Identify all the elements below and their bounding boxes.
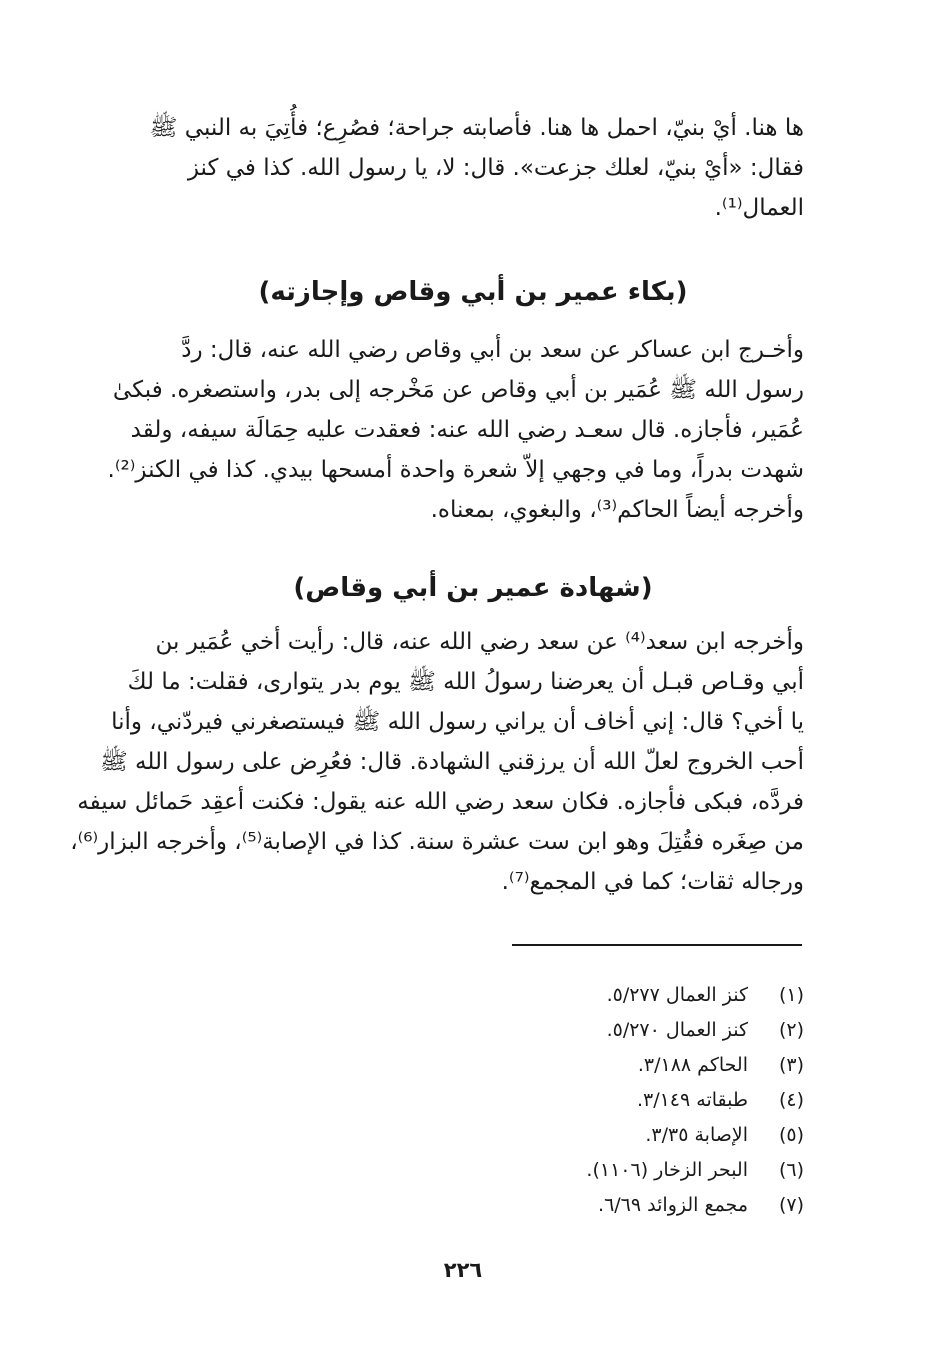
text-line: رسول الله ﷺ عُمَير بن أبي وقاص عن مَخْرجه إلى بدر، واستصغره. فبكىٰ [112, 377, 804, 403]
text-line: شهدت بدراً، وما في وجهي إلاّ شعرة واحدة أمسحها بيدي. كذا في الكنز⁽²⁾. [107, 457, 804, 483]
text-line: ورجاله ثقات؛ كما في المجمع⁽⁷⁾. [501, 869, 804, 895]
footnote-item [404, 978, 804, 1013]
footnote-number: (١) [778, 984, 804, 1006]
footnote-text: طبقاته ٣/١٤٩. [636, 1089, 748, 1111]
footnote-item [404, 1118, 804, 1153]
page-number: ٢٢٦ [443, 1258, 483, 1282]
footnote-item [404, 1013, 804, 1048]
section-heading-weeping: (بكاء عمير بن أبي وقاص وإجازته) [258, 277, 688, 307]
footnote-separator [512, 944, 802, 946]
text-line: فقال: «أيْ بنيّ، لعلك جزعت». قال: لا، يا رسول الله. كذا في كنز [187, 155, 804, 181]
text-line: أبي وقـاص قبـل أن يعرضنا رسولُ الله ﷺ يوم بدر يتوارى، فقلت: ما لكَ [127, 669, 804, 695]
footnote-item [404, 1188, 804, 1223]
footnote-text: البحر الزخار (١١٠٦). [586, 1159, 748, 1181]
footnote-item [404, 1048, 804, 1083]
paragraph-continuation [104, 108, 804, 228]
text-line: وأخرجه أيضاً الحاكم⁽³⁾، والبغوي، بمعناه. [430, 497, 804, 523]
footnote-number: (٥) [778, 1124, 804, 1146]
text-line: وأخرجه ابن سعد⁽⁴⁾ عن سعد رضي الله عنه، قال: رأيت أخي عُمَير بن [155, 629, 804, 655]
footnote-text: الحاكم ٣/١٨٨. [637, 1054, 748, 1076]
footnote-number: (٧) [778, 1194, 804, 1216]
footnote-text: كنز العمال ٥/٢٧٠. [606, 1019, 748, 1041]
text-line: يا أخي؟ قال: إني أخاف أن يراني رسول الله ﷺ فيستصغرني فيردّني، وأنا [111, 709, 804, 735]
section-heading-martyrdom: (شهادة عمير بن أبي وقاص) [293, 573, 653, 603]
footnote-number: (٦) [778, 1159, 804, 1181]
footnote-number: (٢) [778, 1019, 804, 1041]
footnote-text: الإصابة ٣/٣٥. [645, 1124, 748, 1146]
text-line: فردَّه، فبكى فأجازه. فكان سعد رضي الله عنه يقول: فكنت أعقِد حَمائل سيفه [77, 789, 804, 815]
text-line: العمال⁽¹⁾. [714, 195, 804, 221]
footnote-item [404, 1153, 804, 1188]
paragraph-martyrdom [70, 622, 804, 902]
text-line: عُمَير، فأجازه. قال سعـد رضي الله عنه: فعقدت عليه حِمَالَة سيفه، ولقد [130, 417, 804, 443]
footnotes [404, 978, 804, 1223]
footnote-text: مجمع الزوائد ٦/٦٩. [598, 1194, 748, 1216]
text-line: وأخـرج ابن عساكر عن سعد بن أبي وقاص رضي الله عنه، قال: ردَّ [181, 337, 804, 363]
paragraph-weeping [104, 330, 804, 530]
footnote-number: (٣) [778, 1054, 804, 1076]
text-line: أحب الخروج لعلّ الله أن يرزقني الشهادة. قال: فعُرِض على رسول الله ﷺ [99, 749, 804, 775]
text-line: من صِغَره فقُتِلَ وهو ابن ست عشرة سنة. كذا في الإصابة⁽⁵⁾، وأخرجه البزار⁽⁶⁾، [70, 829, 804, 855]
footnote-number: (٤) [778, 1089, 804, 1111]
footnote-item [404, 1083, 804, 1118]
text-line: ها هنا. أيْ بنيّ، احمل ها هنا. فأصابته جراحة؛ فصُرِع؛ فأُتِيَ به النبي ﷺ [149, 115, 804, 141]
footnote-text: كنز العمال ٥/٢٧٧. [606, 984, 748, 1006]
